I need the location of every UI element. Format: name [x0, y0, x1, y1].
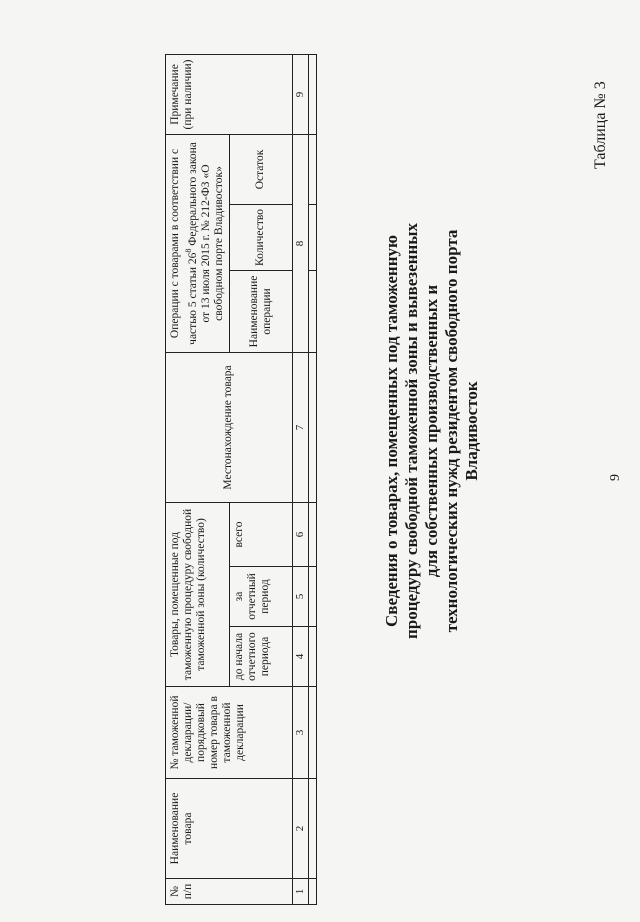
column-number: 3 [292, 687, 308, 779]
page-number: 9 [608, 474, 623, 481]
header-cell-declaration: № таможенной декларации/ порядковый номер товара в таможенной декларации [166, 687, 293, 779]
header-cell-remainder: Остаток [229, 134, 292, 204]
table-cell [308, 687, 316, 779]
goods-table [165, 54, 317, 905]
column-number: 4 [292, 627, 308, 687]
header-cell-note: Примечание (при наличии) [166, 54, 293, 134]
table-cell [308, 54, 316, 134]
column-number: 9 [292, 54, 308, 134]
table-cell [308, 567, 316, 627]
operations-group-text-2: Федерального закона от 13 июля 2015 г. № 212-ФЗ «О свободном порте Владивосток» [186, 142, 225, 323]
operations-group-superscript: 8 [184, 248, 193, 253]
header-cell-goods-placed-group: Товары, помещенные под таможенную процедуру свободной таможенной зоны (количество) [166, 502, 230, 686]
table-cell [308, 204, 316, 270]
column-number: 2 [292, 779, 308, 879]
header-cell-goods-name: Наименование товара [166, 779, 293, 879]
header-cell-operations-group [166, 134, 230, 352]
column-number: 7 [292, 352, 308, 502]
column-number: 1 [292, 879, 308, 905]
column-number: 8 [292, 134, 308, 352]
table-cell [308, 779, 316, 879]
header-cell-for-period: за отчетный период [229, 567, 292, 627]
rotated-landscape-content [10, 11, 630, 911]
header-row-1 [166, 54, 230, 904]
table-row [308, 54, 316, 904]
document-title: Сведения о товарах, помещенных под таможенную процедуру свободной таможенной зоны и вывезенных для собственных производственных и технологических нужд резидентом свободного порта Владивосток [382, 222, 481, 640]
table-cell [308, 134, 316, 204]
column-number-row [292, 54, 308, 904]
table-cell [308, 502, 316, 566]
header-cell-number: № п/п [166, 879, 293, 905]
table-cell [308, 879, 316, 905]
header-cell-location: Местонахождение товара [166, 352, 293, 502]
header-cell-before-period: до начала отчетного периода [229, 627, 292, 687]
header-cell-total: всего [229, 502, 292, 566]
operations-group-text-1: Операции с товарами в соответствии с частью 5 статьи 26 [169, 148, 199, 345]
column-number: 5 [292, 567, 308, 627]
table-cell [308, 352, 316, 502]
header-cell-quantity: Количество [229, 204, 292, 270]
table-cell [308, 627, 316, 687]
column-number: 6 [292, 502, 308, 566]
table-label: Таблица № 3 [592, 81, 609, 169]
header-cell-operation-name: Наименование операции [229, 270, 292, 352]
table-cell [308, 270, 316, 352]
